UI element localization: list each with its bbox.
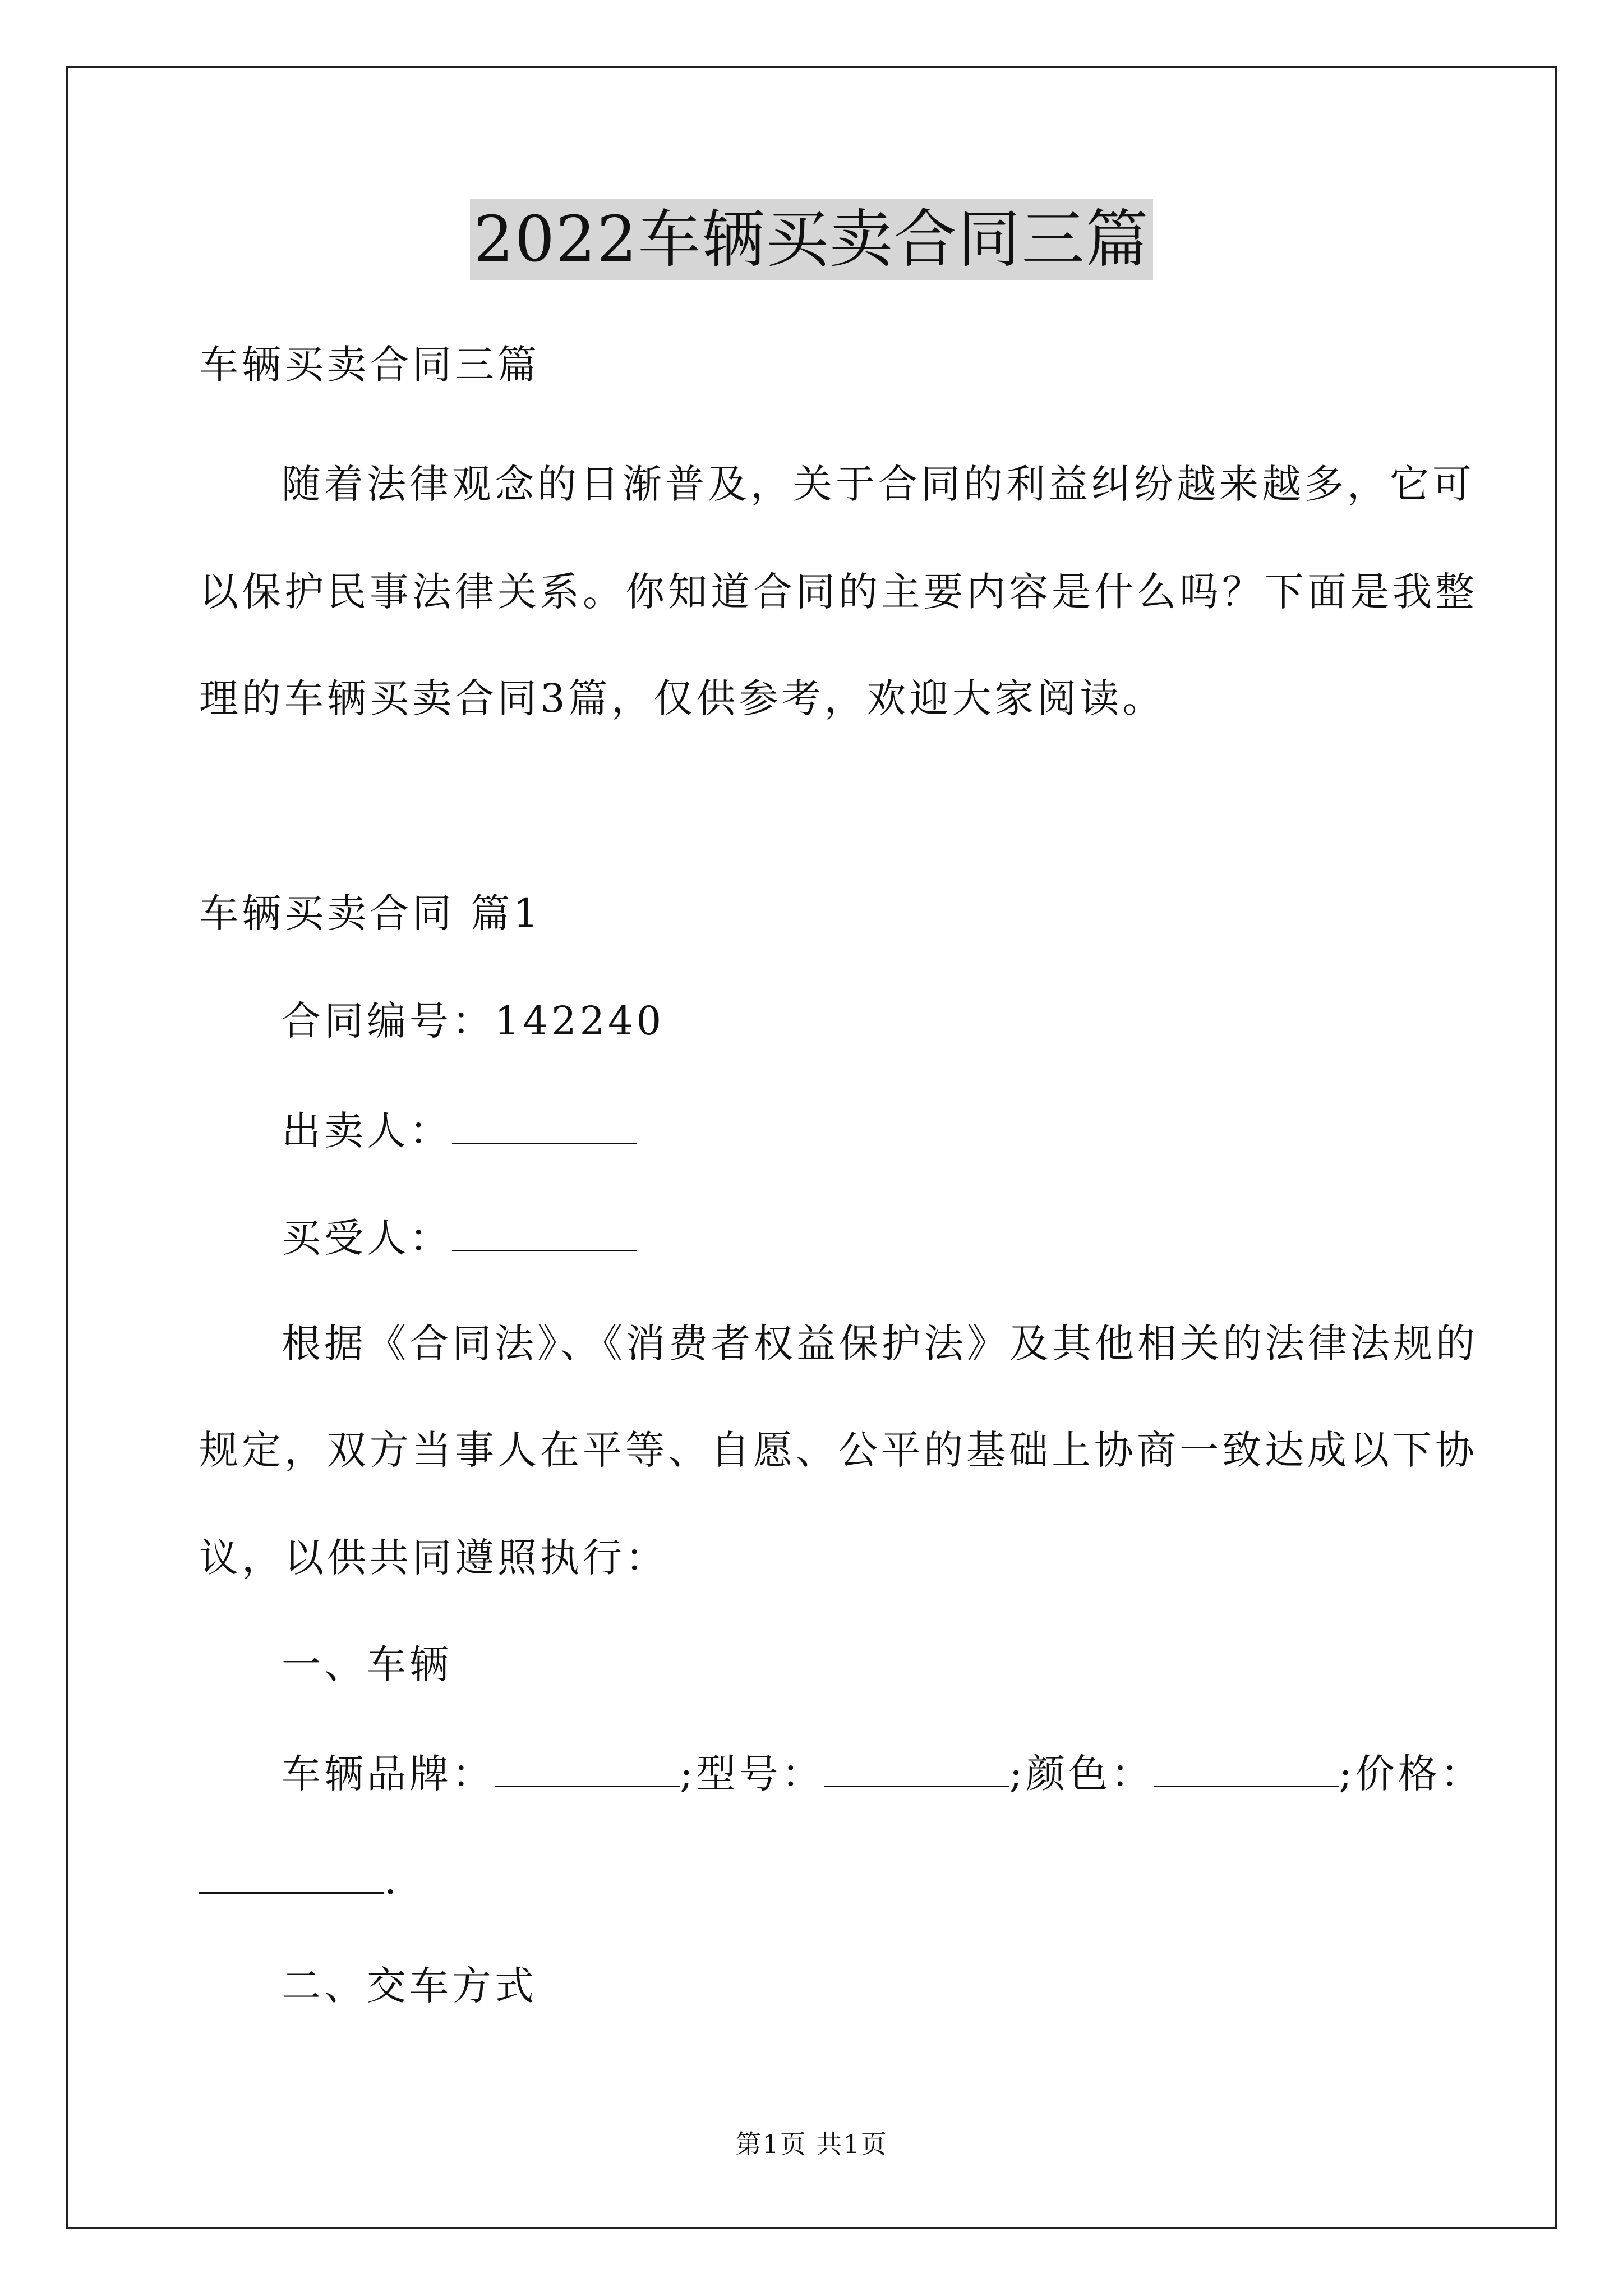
vehicle-color-label: ;颜色： [1009, 1751, 1154, 1797]
vehicle-brand-label: 车辆品牌： [282, 1751, 495, 1797]
vehicle-end-mark: . [384, 1857, 400, 1903]
page-footer: 第1页 共1页 [735, 2129, 888, 2159]
vehicle-details-line-1 [282, 1746, 1483, 1799]
intro-paragraph-line-1: 随着法律观念的日渐普及，关于合同的利益纠纷越来越多，它可 [282, 461, 1475, 507]
contract-number-value: 142240 [495, 998, 665, 1044]
intro-paragraph-line-3: 理的车辆买卖合同3篇，仅供参考，欢迎大家阅读。 [199, 675, 1165, 721]
vehicle-details-line-2 [199, 1853, 400, 1906]
vehicle-model-blank [824, 1746, 1009, 1787]
contract-number [282, 996, 665, 1046]
seller-field [282, 1103, 637, 1156]
contract-number-label: 合同编号： [282, 998, 495, 1044]
vehicle-price-blank [199, 1853, 384, 1894]
buyer-blank [452, 1211, 637, 1251]
section-1-heading: 车辆买卖合同 篇1 [199, 890, 542, 936]
seller-blank [452, 1103, 637, 1144]
basis-paragraph-line-1: 根据《合同法》、《消费者权益保护法》及其他相关的法律法规的 [282, 1320, 1478, 1366]
document-subtitle: 车辆买卖合同三篇 [199, 342, 540, 388]
seller-label: 出卖人： [282, 1108, 452, 1154]
document-title [0, 199, 1623, 280]
vehicle-color-blank [1154, 1746, 1339, 1787]
buyer-label: 买受人： [282, 1215, 452, 1261]
vehicle-model-label: ;型号： [680, 1751, 824, 1797]
clause-2-heading: 二、交车方式 [282, 1963, 537, 2009]
buyer-field [282, 1211, 637, 1263]
vehicle-price-label: ;价格： [1339, 1751, 1483, 1797]
basis-paragraph-line-3: 议，以供共同遵照执行： [199, 1535, 668, 1581]
document-title-text: 2022车辆买卖合同三篇 [470, 199, 1152, 280]
basis-paragraph-line-2: 规定，双方当事人在平等、自愿、公平的基础上协商一致达成以下协 [199, 1427, 1478, 1473]
intro-paragraph-line-2: 以保护民事法律关系。你知道合同的主要内容是什么吗？下面是我整 [199, 569, 1478, 615]
vehicle-brand-blank [495, 1746, 680, 1787]
clause-1-heading: 一、车辆 [282, 1641, 452, 1687]
